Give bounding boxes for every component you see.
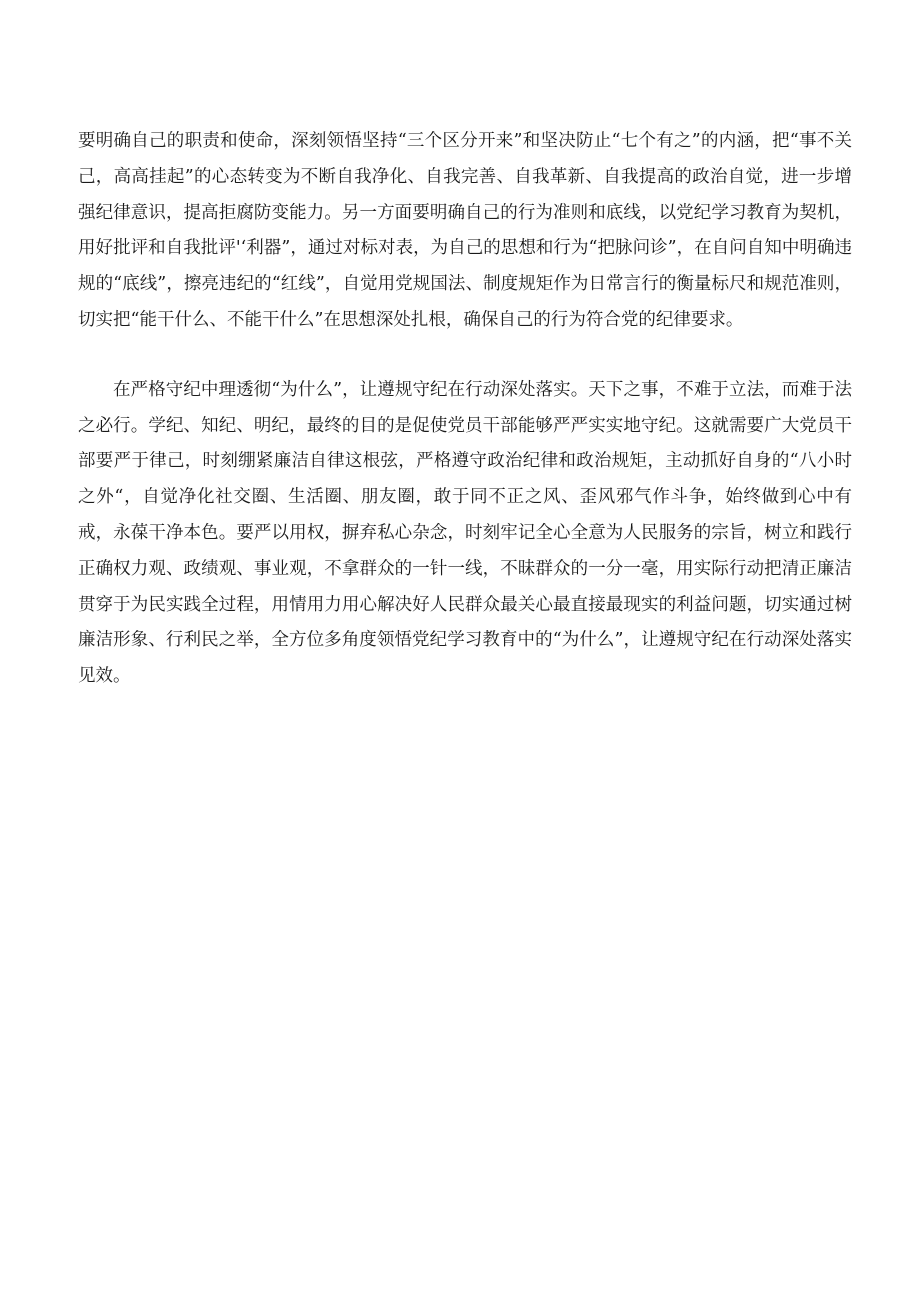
- paragraph-discipline: 在严格守纪中理透彻“为什么”，让遵规守纪在行动深处落实。天下之事，不难于立法，而难于法之必行。学纪、知纪、明纪，最终的目的是促使党员干部能够严严实实地守纪。这就需要广大党员干部要严于律己，时刻绷紧廉洁自律这根弦，严格遵守政治纪律和政治规矩，主动抓好自身的“八小时之外“，自觉净化社交圈、生活圈、朋友圈，敢于同不正之风、歪风邪气作斗争，始终做到心中有戒，永葆干净本色。要严以用权，摒弃私心杂念，时刻牢记全心全意为人民服务的宗旨，树立和践行正确权力观、政绩观、事业观，不拿群众的一针一线，不昧群众的一分一毫，用实际行动把清正廉洁贯穿于为民实践全过程，用情用力用心解决好人民群众最关心最直接最现实的利益问题，切实通过树廉洁形象、行利民之举，全方位多角度领悟党纪学习教育中的“为什么”，让遵规守纪在行动深处落实见效。: [78, 379, 852, 687]
- paragraph-continued: 要明确自己的职责和使命，深刻领悟坚持“三个区分开来”和坚决防止“七个有之”的内涵，把“事不关己，高高挂起”的心态转变为不断自我净化、自我完善、自我革新、自我提高的政治自觉，进一步增强纪律意识，提高拒腐防变能力。另一方面要明确自己的行为准则和底线，以党纪学习教育为契机，用好批评和自我批评'‘利器”，通过对标对表，为自己的思想和行为“把脉问诊”，在自问自知中明确违规的“底线”，擦亮违纪的“红线”，自觉用党规国法、制度规矩作为日常言行的衡量标尺和规范准则，切实把“能干什么、不能干什么”在思想深处扎根，确保自己的行为符合党的纪律要求。: [78, 131, 852, 330]
- document-body: [78, 124, 852, 695]
